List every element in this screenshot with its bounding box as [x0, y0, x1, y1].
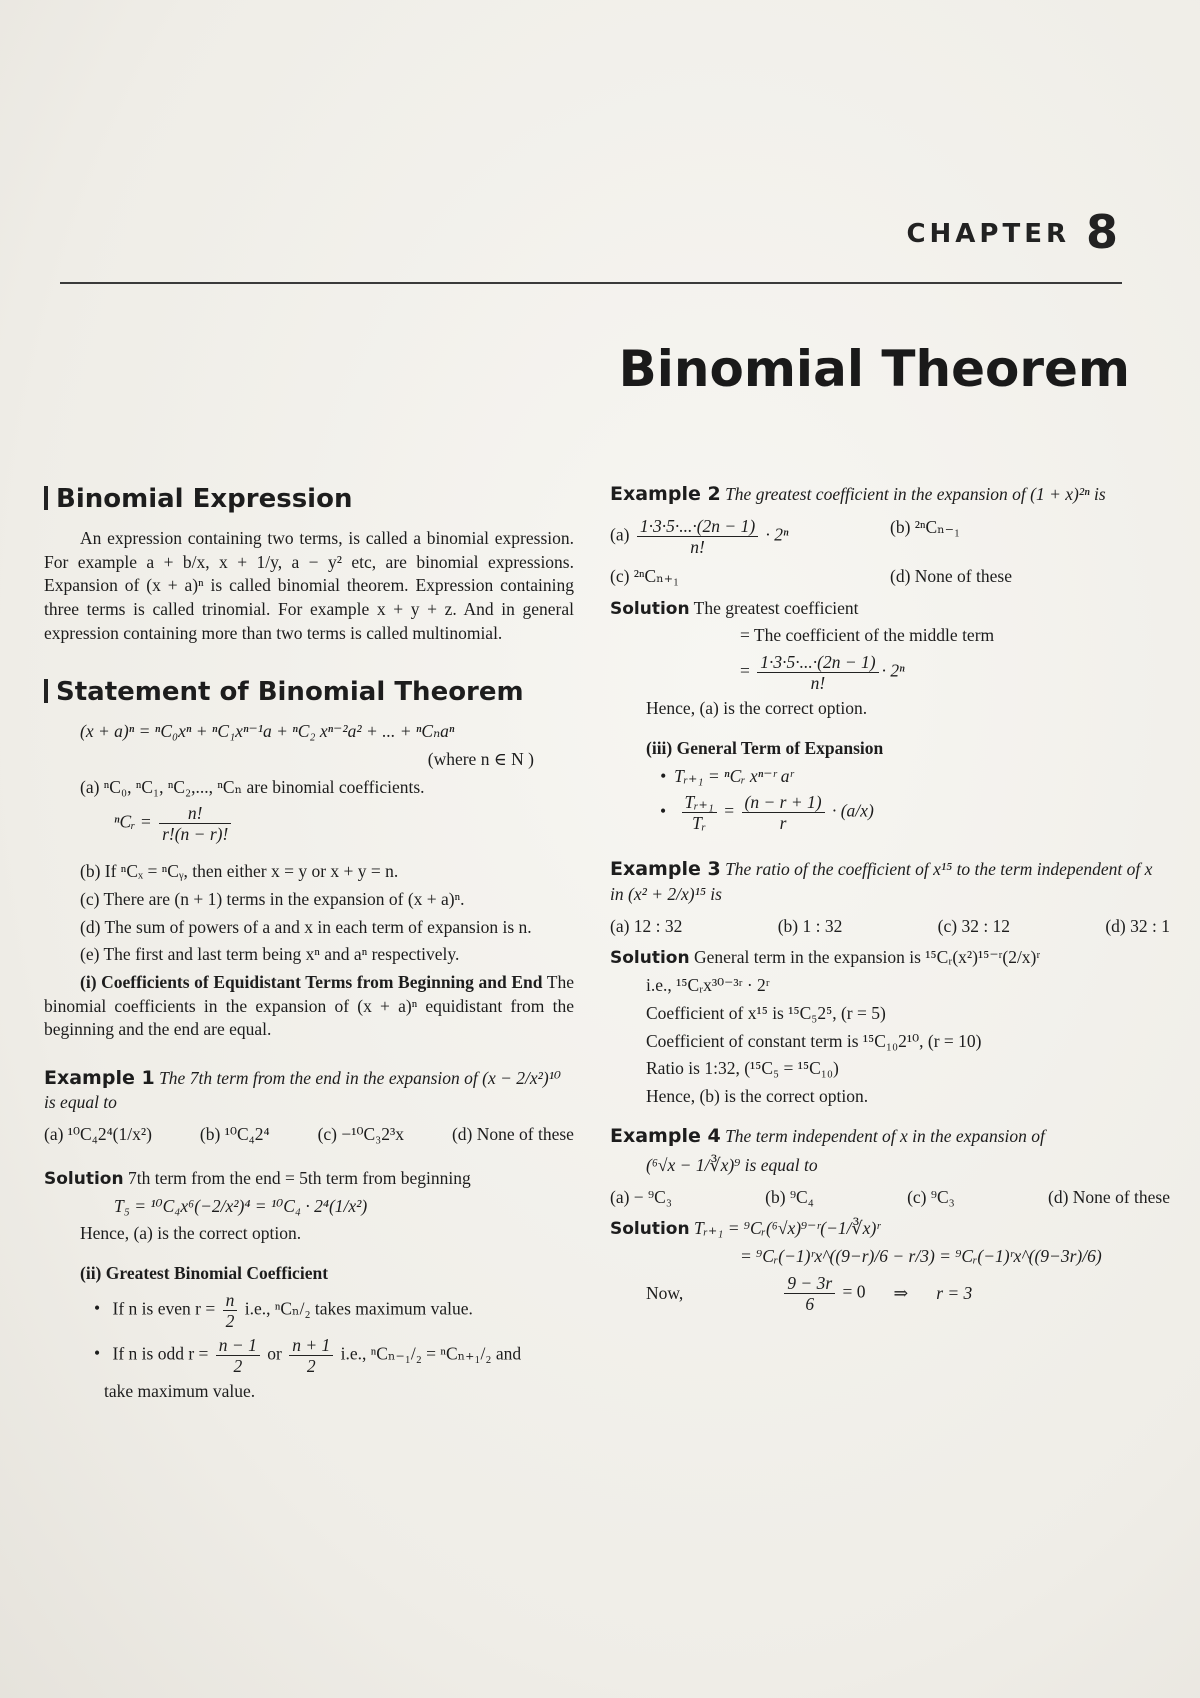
item-e: (e) The first and last term being xⁿ and aⁿ respectively.: [80, 944, 460, 965]
example-4-solution-line-3: Now, $\frac{9 - 3r}{6}$ = 0 ⇒ r = 3: [646, 1272, 973, 1314]
example-3-option-d: (d) 32 : 1: [1105, 915, 1170, 936]
example-1-option-b: (b) ¹⁰C₄2⁴: [199, 1124, 270, 1145]
example-4-option-d: (d) None of these: [1048, 1186, 1170, 1207]
example-3-option-b: (b) 1 : 32: [777, 915, 843, 936]
example-2-solution-line-2: = The coefficient of the middle term: [740, 625, 995, 646]
section-heading-statement: Statement of Binomial Theorem: [44, 675, 574, 710]
example-2-option-d: (d) None of these: [890, 565, 1012, 586]
example-1-option-c: (c) −¹⁰C₃2³x: [317, 1124, 405, 1145]
example-3-option-a: (a) 12 : 32: [610, 915, 683, 936]
example-4-options: [610, 1186, 1170, 1210]
subsection-i-text: The binomial coefficients in the expansion of (x + a)ⁿ equidistant from the beginning and the end are equal.: [44, 971, 574, 1040]
chapter-label: CHAPTER: [906, 219, 1070, 249]
example-4-label: Example 4: [610, 1125, 721, 1148]
general-term-formula: • Tᵣ₊₁ = ⁿCᵣ xⁿ⁻ʳ aʳ: [610, 765, 1170, 789]
example-3-option-c: (c) 32 : 12: [937, 915, 1011, 936]
example-2-solution-line-4: Hence, (a) is the correct option.: [646, 698, 868, 719]
example-2-text: The greatest coefficient in the expansion of (1 + x)²ⁿ is: [725, 484, 1106, 504]
example-2-solution-line-3: = $\frac{1\cdot 3\cdot 5\cdot...\cdot(2n - 1)}{n!}$ · 2ⁿ: [740, 652, 905, 694]
chapter-heading: [906, 205, 1122, 259]
greatest-coeff-odd: • If n is odd r = $\frac{n - 1}{2}$ or $\frac{n + 1}{2}$ i.e., ⁿCₙ₋₁/₂ = ⁿCₙ₊₁/₂ and: [44, 1335, 574, 1376]
example-2-label: Example 2: [610, 483, 721, 505]
example-3-solution-line-2: i.e., ¹⁵Cᵣx³⁰⁻³ʳ · 2ʳ: [646, 975, 770, 996]
example-1-option-a: (a) ¹⁰C₄2⁴(1/x²): [44, 1124, 152, 1145]
example-1-label: Example 1: [44, 1066, 155, 1089]
subsection-i-heading: (i) Coefficients of Equidistant Terms from Beginning and End: [80, 971, 543, 992]
example-3-solution-line-6: Hence, (b) is the correct option.: [646, 1085, 869, 1106]
example-1-solution-line-3: Hence, (a) is the correct option.: [80, 1223, 302, 1244]
example-1-text: The 7th term from the end in the expansion of (x − 2/x²)¹⁰ is equal to: [44, 1067, 562, 1113]
example-2-options-row-1: [610, 516, 1170, 557]
item-a: (a) ⁿC₀, ⁿC₁, ⁿC₂,..., ⁿCₙ are binomial coefficients.: [80, 776, 425, 797]
example-4: [610, 1124, 1170, 1150]
example-2-option-a: (a) $\frac{1\cdot 3\cdot 5\cdot...\cdot(2n - 1)}{n!}$ · 2ⁿ: [610, 515, 789, 557]
formula-where: (where n ∈ N ): [427, 748, 534, 769]
subsection-iii-heading: (iii) General Term of Expansion: [646, 737, 884, 758]
right-column: [610, 478, 1170, 1318]
ncr-formula: ⁿCᵣ = $\frac{n!}{r!(n - r)!}$: [44, 803, 574, 844]
example-3-label: Example 3: [610, 858, 721, 881]
item-b: (b) If ⁿCₓ = ⁿCᵧ, then either x = y or x + y = n.: [80, 861, 399, 882]
left-column: [44, 482, 574, 1408]
solution-label: Solution: [44, 1168, 124, 1189]
example-2-option-c: (c) ²ⁿCₙ₊₁: [610, 565, 680, 586]
example-3-text: The ratio of the coefficient of x¹⁵ to the term independent of x in (x² + 2/x)¹⁵ is: [610, 859, 1153, 905]
solution-label: Solution: [610, 1219, 690, 1240]
example-3-solution: Solution General term in the expansion is ¹⁵Cᵣ(x²)¹⁵⁻ʳ(2/x)ʳ: [610, 947, 1041, 969]
page-title: Binomial Theorem: [618, 340, 1130, 398]
item-c: (c) There are (n + 1) terms in the expansion of (x + a)ⁿ.: [80, 889, 465, 910]
example-3-solution-line-4: Coefficient of constant term is ¹⁵C₁₀2¹⁰, (r = 10): [646, 1030, 982, 1051]
example-2-option-b: (b) ²ⁿCₙ₋₁: [890, 516, 961, 537]
example-4-expression: (⁶√x − 1/∛x)⁹ is equal to: [646, 1155, 818, 1176]
section-marker-icon: [44, 486, 48, 510]
example-1-solution: Solution 7th term from the end = 5th term from beginning: [44, 1167, 471, 1189]
example-4-solution-line-2: = ⁹Cᵣ(−1)ʳx^((9−r)/6 − r/3) = ⁹Cᵣ(−1)ʳx^((9−3r)/6): [740, 1246, 1102, 1267]
section-marker-icon: [44, 679, 48, 703]
example-2: [610, 482, 1170, 508]
solution-label: Solution: [610, 598, 690, 619]
example-1-solution-line-2: T₅ = ¹⁰C₄x⁶(−2/x²)⁴ = ¹⁰C₄ · 2⁴(1/x²): [114, 1195, 368, 1216]
example-1: [44, 1066, 574, 1115]
item-d: (d) The sum of powers of a and x in each term of expansion is n.: [80, 916, 532, 937]
example-4-option-b: (b) ⁹C₄: [765, 1186, 814, 1207]
example-2-solution: Solution The greatest coefficient: [610, 597, 859, 619]
example-4-option-a: (a) − ⁹C₃: [610, 1186, 672, 1207]
example-1-options: [44, 1123, 574, 1147]
subsection-i: [44, 971, 574, 1042]
header-rule: [60, 282, 1122, 284]
example-3-options: [610, 915, 1170, 939]
term-ratio-formula: • $\frac{\text{Tᵣ₊₁}}{\text{Tᵣ}}$ = $\frac{(n - r + 1)}{r}$ · (a/x): [610, 792, 1170, 833]
greatest-coeff-even: • If n is even r = $\frac{n}{2}$ i.e., ⁿCₙ/₂ takes maximum value.: [44, 1290, 574, 1331]
example-2-options-row-2: [610, 565, 1170, 589]
binomial-expression-paragraph: An expression containing two terms, is called a binomial expression. For example a + b/x, x + 1/y, a − y² etc, are binomial expressions. Expansion of (x + a)ⁿ is called binomial theorem. Expression containing three terms is called trinomial. For example x + y + z. And in general expression containing more than two terms is called multinomial.: [44, 528, 574, 643]
example-3: [610, 857, 1170, 906]
chapter-number: 8: [1085, 205, 1122, 259]
binomial-formula: (x + a)ⁿ = ⁿC₀xⁿ + ⁿC₁xⁿ⁻¹a + ⁿC₂ xⁿ⁻²a² + ... + ⁿCₙaⁿ: [80, 721, 455, 742]
example-4-option-c: (c) ⁹C₃: [907, 1186, 955, 1207]
example-4-text: The term independent of x in the expansion of: [725, 1126, 1045, 1147]
solution-label: Solution: [610, 948, 690, 969]
section-heading-binomial-expression: Binomial Expression: [44, 482, 574, 517]
example-3-solution-line-5: Ratio is 1:32, (¹⁵C₅ = ¹⁵C₁₀): [646, 1058, 839, 1079]
greatest-coeff-odd-tail: take maximum value.: [104, 1381, 256, 1402]
example-4-solution: Solution Tᵣ₊₁ = ⁹Cᵣ(⁶√x)⁹⁻ʳ(−1/∛x)ʳ: [610, 1218, 881, 1240]
example-3-solution-line-3: Coefficient of x¹⁵ is ¹⁵C₅2⁵, (r = 5): [646, 1002, 886, 1023]
example-1-option-d: (d) None of these: [451, 1124, 574, 1145]
subsection-ii-heading: (ii) Greatest Binomial Coefficient: [80, 1262, 329, 1283]
